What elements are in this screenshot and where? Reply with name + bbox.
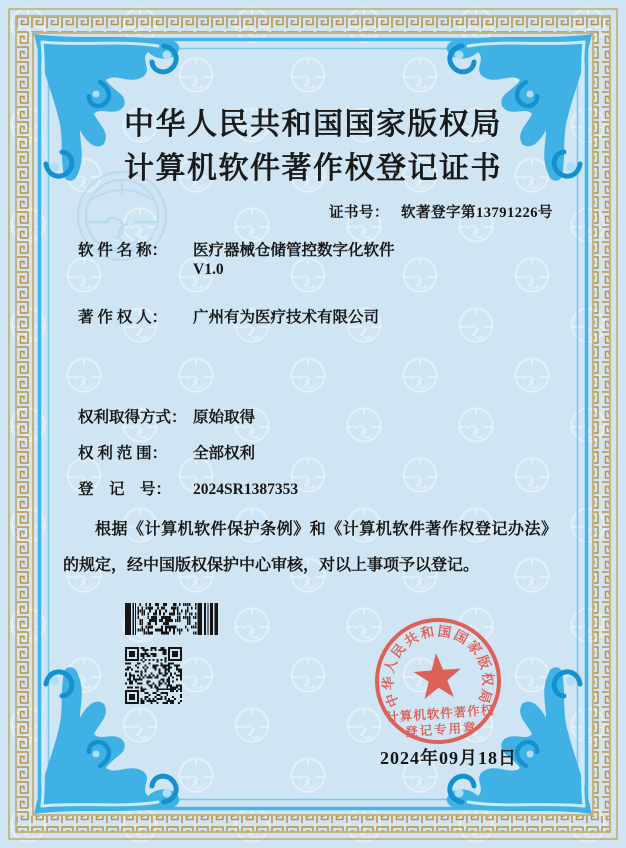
- field-label: 权利取得方式：: [78, 409, 187, 426]
- certificate-number: [329, 201, 553, 222]
- registration-date: 2024年09月18日: [380, 748, 517, 768]
- field-value: 2024SR1387353: [193, 481, 299, 498]
- field-value: 原始取得: [193, 409, 256, 426]
- field-label: 著 作 权 人：: [78, 309, 168, 326]
- seal-text-line1: 计算机软件著作权: [385, 703, 495, 725]
- field-label: 权 利 范 围：: [78, 445, 168, 462]
- field-value-version: V1.0: [193, 261, 224, 278]
- field-label: 软 件 名 称：: [78, 242, 168, 259]
- seal-arc-text: 中华人民共和国国家版权局: [380, 623, 496, 710]
- qr-code-image: [125, 647, 182, 704]
- certificate-number-value: 软著登字第13791226号: [401, 205, 553, 221]
- field-value: 全部权利: [193, 445, 256, 462]
- registration-statement: 根据《计算机软件保护条例》和《计算机软件著作权登记办法》的规定，经中国版权保护中心审核，对以上事项予以登记。: [63, 521, 557, 574]
- barcode-image: [125, 603, 218, 635]
- certificate-number-label: 证书号：: [329, 205, 389, 221]
- field-value: 广州有为医疗技术有限公司: [193, 309, 380, 326]
- official-seal: [368, 611, 508, 751]
- field-label: 登 记 号：: [78, 481, 172, 498]
- seal-star-icon: [412, 651, 463, 699]
- issuing-authority: 中华人民共和国国家版权局: [124, 108, 502, 141]
- seal-text-line2: 登记专用章: [404, 720, 479, 740]
- certificate-title: 计算机软件著作权登记证书: [124, 152, 502, 185]
- field-value: 医疗器械仓储管控数字化软件 V1.0: [193, 242, 395, 278]
